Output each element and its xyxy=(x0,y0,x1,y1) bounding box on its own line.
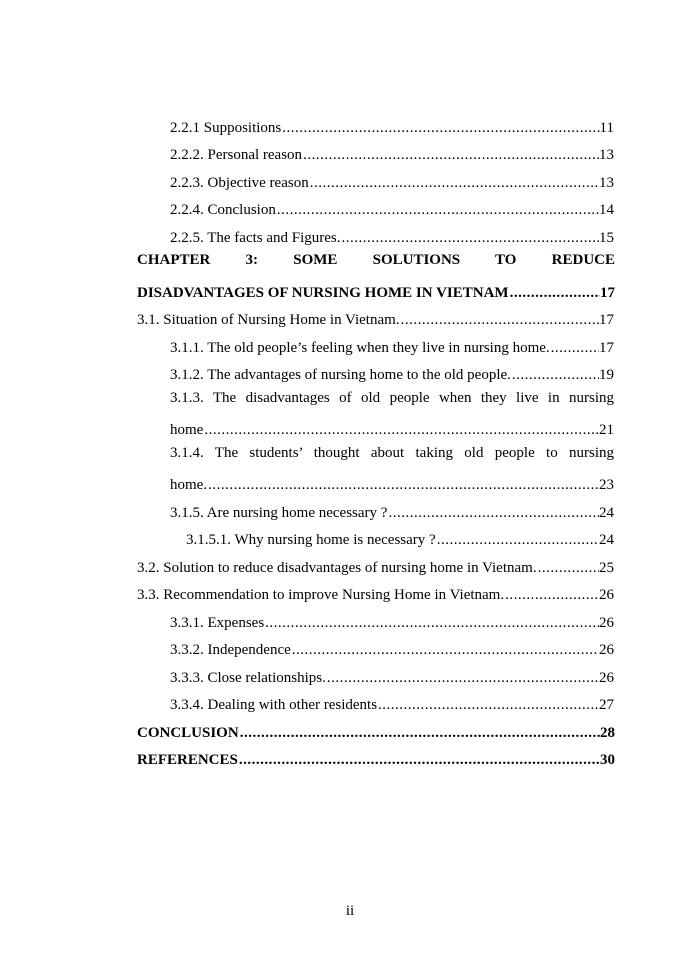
toc-entry-page: 26 xyxy=(599,670,614,686)
toc-entry-title: 2.2.3. Objective reason xyxy=(170,175,309,191)
toc-leader-dots xyxy=(203,422,599,439)
toc-entry-3-1-5-1 xyxy=(186,522,614,549)
toc-entry-title: 3.2. Solution to reduce disadvantages of nursing home in Vietnam. xyxy=(137,560,537,576)
toc-entry-3-2 xyxy=(137,550,614,577)
toc-chapter-3-heading-line2 xyxy=(137,275,615,302)
toc-entry-references xyxy=(137,742,615,769)
toc-leader-dots xyxy=(509,285,600,302)
toc-leader-dots xyxy=(387,505,599,522)
toc-entry-title: 2.2.5. The facts and Figures. xyxy=(170,230,341,246)
toc-entry-title: 3.1. Situation of Nursing Home in Vietnam. xyxy=(137,312,400,328)
toc-entry-title: DISADVANTAGES OF NURSING HOME IN VIETNAM xyxy=(137,285,509,301)
toc-chapter-3-heading-line1: CHAPTER 3: SOME SOLUTIONS TO REDUCE xyxy=(137,252,615,268)
toc-entry-3-1-3-line1: 3.1.3. The disadvantages of old people when they live in nursing xyxy=(170,390,614,406)
toc-entry-title: 3.1.2. The advantages of nursing home to the old people. xyxy=(170,367,511,383)
toc-leader-dots xyxy=(276,202,599,219)
toc-leader-dots xyxy=(400,312,599,329)
toc-leader-dots xyxy=(281,120,599,137)
toc-entry-3-3-3 xyxy=(170,660,614,687)
page-number: ii xyxy=(345,903,355,919)
toc-entry-title: 3.3.1. Expenses xyxy=(170,615,265,631)
toc-leader-dots xyxy=(504,587,599,604)
toc-entry-page: 30 xyxy=(600,752,615,768)
toc-leader-dots xyxy=(341,230,599,247)
toc-entry-page: 11 xyxy=(599,120,614,136)
toc-entry-2-2-1 xyxy=(170,110,614,137)
toc-entry-title: 2.2.2. Personal reason xyxy=(170,147,303,163)
toc-leader-dots xyxy=(238,752,600,769)
toc-entry-2-2-3 xyxy=(170,165,614,192)
toc-leader-dots xyxy=(436,532,599,549)
toc-entry-title: 3.3.3. Close relationships. xyxy=(170,670,326,686)
toc-leader-dots xyxy=(550,340,599,357)
toc-entry-page: 19 xyxy=(599,367,614,383)
toc-entry-title: 3.3. Recommendation to improve Nursing Home in Vietnam. xyxy=(137,587,505,603)
toc-entry-title: CONCLUSION xyxy=(137,725,239,741)
toc-entry-2-2-5 xyxy=(170,220,614,247)
toc-entry-title: 3.1.5.1. Why nursing home is necessary ? xyxy=(186,532,436,548)
toc-entry-page: 27 xyxy=(599,697,614,713)
toc-entry-page: 17 xyxy=(599,340,614,356)
toc-entry-conclusion xyxy=(137,715,615,742)
toc-entry-2-2-2 xyxy=(170,137,614,164)
toc-entry-page: 21 xyxy=(599,422,614,438)
toc-entry-3-1-5 xyxy=(170,495,614,522)
toc-leader-dots xyxy=(291,642,599,659)
toc-entry-page: 13 xyxy=(599,175,614,191)
toc-entry-page: 17 xyxy=(600,285,615,301)
toc-entry-page: 26 xyxy=(599,587,614,603)
toc-leader-dots xyxy=(326,670,599,687)
toc-entry-page: 25 xyxy=(599,560,614,576)
toc-entry-3-3-2 xyxy=(170,632,614,659)
toc-leader-dots xyxy=(264,615,599,632)
toc-entry-3-3-4 xyxy=(170,687,614,714)
toc-entry-3-1-3-line2 xyxy=(170,412,614,439)
toc-entry-page: 24 xyxy=(599,532,614,548)
toc-entry-page: 17 xyxy=(599,312,614,328)
toc-entry-3-1-4-line2 xyxy=(170,467,614,494)
toc-entry-page: 14 xyxy=(599,202,614,218)
toc-entry-title: 3.1.5. Are nursing home necessary ? xyxy=(170,505,388,521)
toc-entry-page: 23 xyxy=(599,477,614,493)
toc-entry-3-1-1 xyxy=(170,330,614,357)
toc-leader-dots xyxy=(302,147,599,164)
toc-leader-dots xyxy=(239,725,600,742)
toc-entry-page: 24 xyxy=(599,505,614,521)
toc-entry-page: 13 xyxy=(599,147,614,163)
toc-entry-2-2-4 xyxy=(170,192,614,219)
toc-entry-title: 2.2.1 Suppositions xyxy=(170,120,282,136)
toc-leader-dots xyxy=(511,367,599,384)
toc-entry-title: 2.2.4. Conclusion xyxy=(170,202,276,218)
toc-leader-dots xyxy=(309,175,599,192)
toc-entry-3-1-2 xyxy=(170,357,614,384)
toc-entry-title: 3.1.1. The old people’s feeling when they live in nursing home. xyxy=(170,340,550,356)
toc-entry-title: REFERENCES xyxy=(137,752,238,768)
toc-leader-dots xyxy=(377,697,599,714)
toc-entry-page: 26 xyxy=(599,642,614,658)
toc-entry-title: 3.3.4. Dealing with other residents xyxy=(170,697,378,713)
toc-entry-3-1 xyxy=(137,302,614,329)
toc-entry-title: home xyxy=(170,422,204,438)
toc-entry-page: 15 xyxy=(599,230,614,246)
toc-entry-page: 28 xyxy=(600,725,615,741)
toc-entry-title: 3.3.2. Independence xyxy=(170,642,291,658)
toc-entry-3-3-1 xyxy=(170,605,614,632)
toc-entry-3-3 xyxy=(137,577,614,604)
toc-entry-page: 26 xyxy=(599,615,614,631)
toc-leader-dots xyxy=(207,477,599,494)
toc-entry-3-1-4-line1: 3.1.4. The students’ thought about taking old people to nursing xyxy=(170,445,614,461)
toc-leader-dots xyxy=(537,560,599,577)
toc-entry-title: home. xyxy=(170,477,208,493)
